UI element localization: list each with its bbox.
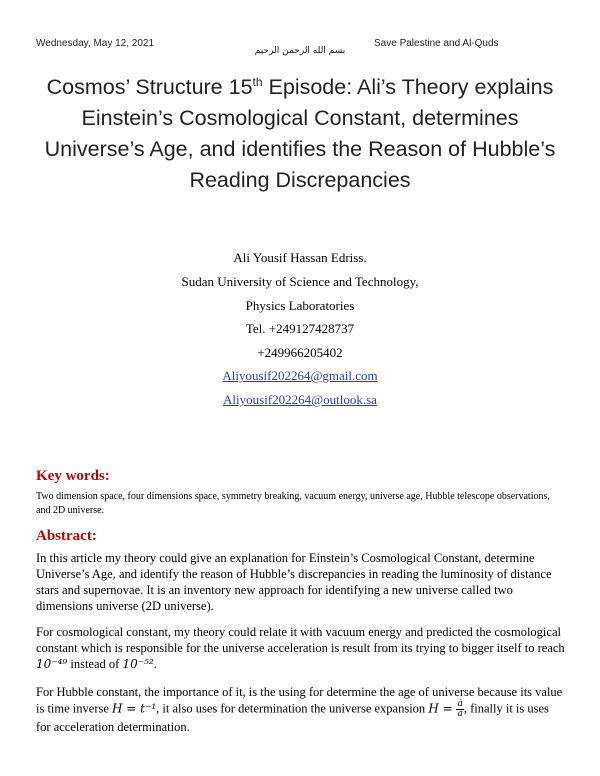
header-date: Wednesday, May 12, 2021 (36, 38, 155, 49)
author-tel2: +249966205402 (257, 345, 343, 360)
abstract-heading: Abstract: (36, 528, 97, 544)
title-line1-post: Episode: Ali’s Theory explains (262, 75, 554, 99)
p2-value-2: 10⁻⁵² (122, 657, 154, 671)
title-line1-pre: Cosmos’ Structure 15 (46, 75, 253, 99)
keywords-heading: Key words: (36, 468, 110, 484)
p2-mid: instead of (67, 657, 123, 671)
email-link-outlook[interactable]: Aliyousif202264@outlook.sa (223, 392, 377, 407)
title-line2: Einstein’s Cosmological Constant, determines (81, 106, 519, 130)
p2-end: . (153, 657, 157, 671)
abstract-paragraph-1: In this article my theory could give an explanation for Einstein’s Cosmological Constant, determine Universe’s Age, and identify the reason of Hubble’s discrepancies in reading the luminosity of distance stars and supernovae. It is an inventory new approach for identifying a new universe called two dimensions universe (2D universe). (36, 551, 552, 613)
author-tel: Tel. +249127428737 (245, 321, 355, 336)
p3-end: , finally it is uses for acceleration determination. (36, 701, 549, 734)
author-lab: Physics Laboratories (245, 298, 355, 313)
title-line4: Reading Discrepancies (189, 168, 411, 192)
basmala: بسم الله الرحمن الرحيم (254, 46, 346, 56)
p3-mid: , it also uses for determination the universe expansion (156, 701, 429, 716)
abstract-paragraph-2 (36, 624, 566, 672)
p3-fraction (456, 700, 463, 719)
p3-text: For Hubble constant, the importance of it, is the using for determine the age of universe because its value is time inverse (36, 685, 563, 716)
author-email2 (0, 392, 600, 408)
title-line1 (47, 75, 554, 99)
title-superscript: th (252, 74, 263, 89)
paper-title (30, 72, 570, 196)
author-email1 (0, 368, 600, 384)
author-name: Ali Yousif Hassan Edriss. (233, 250, 367, 265)
p3-fraction-denominator: a (457, 709, 463, 719)
author-university: Sudan University of Science and Technology, (181, 274, 419, 289)
p3-equation-1: H = t⁻¹ (112, 701, 157, 716)
p3-equation-2-lhs: H = (428, 701, 457, 716)
abstract-paragraph-3 (36, 684, 566, 735)
title-line3: Universe’s Age, and identifies the Reason of Hubble’s (44, 137, 556, 161)
p2-text: For cosmological constant, my theory could relate it with vacuum energy and predicted the cosmological constant which is responsible for the universe acceleration is result from its trying to bigger itself to reach (36, 625, 565, 655)
p3-fraction-numerator: ȧ (457, 699, 463, 709)
p2-value-1: 10⁻⁴⁹ (36, 657, 68, 671)
header-slogan: Save Palestine and Al-Quds (374, 38, 499, 49)
email-link-gmail[interactable]: Aliyousif202264@gmail.com (222, 368, 378, 383)
keywords-text: Two dimension space, four dimensions space, symmetry breaking, vacuum energy, universe age, Hubble telescope observations, and 2D universe. (36, 491, 550, 516)
